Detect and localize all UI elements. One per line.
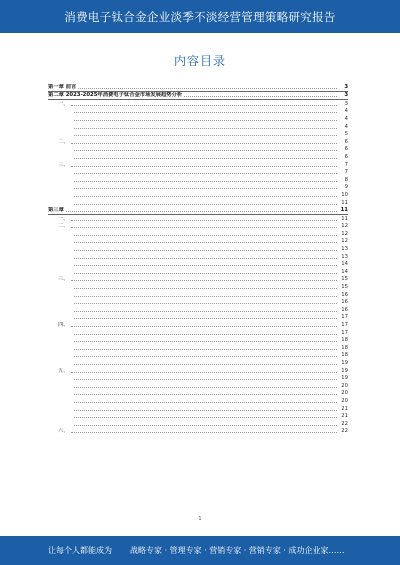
toc-entry-label: 三、	[58, 161, 69, 168]
toc-leader-dots	[74, 112, 337, 113]
toc-leader-dots	[74, 288, 337, 289]
toc-entry[interactable]	[48, 413, 348, 421]
toc-leader-dots	[74, 242, 337, 243]
toc-leader-dots	[74, 417, 337, 418]
toc-entry-page: 17	[341, 322, 348, 328]
toc-entry[interactable]	[48, 329, 348, 337]
toc-entry-label: 六、	[58, 428, 69, 435]
toc-leader-dots	[74, 188, 337, 189]
footer-slogan: 让每个人都能成为	[48, 546, 112, 555]
toc-leader-dots	[71, 280, 337, 281]
toc-entry-label: 二、	[58, 138, 69, 145]
toc-entry[interactable]	[48, 108, 348, 116]
toc-entry[interactable]	[48, 191, 348, 199]
toc-entry[interactable]	[48, 253, 348, 261]
toc-entry-page: 4	[344, 123, 348, 130]
toc-entry-page: 6	[344, 153, 348, 160]
toc-entry-page: 22	[341, 420, 348, 427]
toc-leader-dots	[74, 158, 337, 159]
toc-entry[interactable]	[48, 337, 348, 345]
toc-leader-dots	[71, 220, 337, 221]
toc-entry[interactable]	[48, 176, 348, 184]
toc-entry[interactable]	[48, 428, 348, 436]
toc-leader-dots	[184, 96, 337, 97]
toc-entry-page: 5	[344, 131, 348, 138]
toc-entry-page: 15	[341, 276, 348, 283]
toc-leader-dots	[74, 303, 337, 304]
toc-entry[interactable]	[48, 83, 348, 92]
toc-entry[interactable]	[48, 92, 348, 101]
toc-entry-page: 3	[344, 92, 348, 99]
toc-entry[interactable]	[48, 420, 348, 428]
toc-entry-page: 14	[341, 261, 348, 268]
toc-entry-page: 9	[344, 184, 348, 191]
toc-entry-page: 16	[341, 299, 348, 306]
toc-entry[interactable]	[48, 115, 348, 123]
toc-entry-page: 11	[341, 199, 348, 206]
toc-leader-dots	[78, 88, 337, 89]
toc-leader-dots	[74, 318, 337, 319]
toc-leader-dots	[74, 250, 337, 251]
toc-entry[interactable]	[48, 230, 348, 238]
table-of-contents	[48, 83, 348, 508]
toc-leader-dots	[74, 356, 337, 357]
toc-leader-dots	[74, 204, 337, 205]
toc-entry[interactable]	[48, 382, 348, 390]
toc-entry[interactable]	[48, 299, 348, 307]
toc-entry-label: 第三章	[48, 207, 64, 214]
toc-leader-dots	[71, 227, 337, 228]
toc-leader-dots	[74, 341, 337, 342]
toc-entry[interactable]	[48, 397, 348, 405]
toc-entry-page: 14	[341, 268, 348, 275]
toc-leader-dots	[71, 166, 337, 167]
toc-entry-page: 17	[341, 314, 348, 321]
toc-entry-label: 五、	[58, 367, 69, 374]
toc-entry[interactable]	[48, 261, 348, 269]
toc-entry-label: 二、	[58, 223, 69, 230]
toc-entry[interactable]	[48, 146, 348, 154]
toc-leader-dots	[71, 432, 337, 433]
toc-entry-page: 4	[344, 115, 348, 122]
toc-entry[interactable]	[48, 314, 348, 322]
report-footer-bar	[0, 536, 400, 565]
toc-entry[interactable]	[48, 352, 348, 360]
toc-entry-page: 7	[344, 169, 348, 176]
toc-entry-page: 3	[344, 83, 348, 90]
toc-leader-dots	[74, 379, 337, 380]
toc-leader-dots	[74, 273, 337, 274]
toc-entry-page: 4	[344, 108, 348, 115]
toc-entry[interactable]	[48, 207, 348, 216]
toc-entry[interactable]	[48, 291, 348, 299]
toc-leader-dots	[74, 410, 337, 411]
toc-entry-page: 12	[341, 230, 348, 237]
toc-entry-label: 一、	[58, 215, 69, 222]
toc-entry-page: 18	[341, 352, 348, 359]
toc-leader-dots	[66, 211, 337, 212]
toc-entry[interactable]	[48, 131, 348, 139]
toc-entry-page: 17	[341, 329, 348, 336]
toc-entry-page: 6	[344, 146, 348, 153]
toc-leader-dots	[74, 135, 337, 136]
toc-entry[interactable]	[48, 283, 348, 291]
toc-leader-dots	[74, 425, 337, 426]
toc-entry-page: 16	[341, 291, 348, 298]
toc-entry-page: 21	[341, 413, 348, 420]
toc-leader-dots	[74, 364, 337, 365]
toc-leader-dots	[74, 394, 337, 395]
toc-entry[interactable]	[48, 359, 348, 367]
toc-entry-page: 13	[341, 253, 348, 260]
toc-leader-dots	[74, 387, 337, 388]
toc-entry-page: 18	[341, 344, 348, 351]
toc-entry[interactable]	[48, 215, 348, 223]
toc-leader-dots	[71, 372, 337, 373]
toc-leader-dots	[74, 173, 337, 174]
toc-leader-dots	[71, 326, 337, 327]
toc-entry-label: 一、	[58, 100, 69, 107]
toc-entry-page: 11	[341, 215, 348, 222]
toc-leader-dots	[74, 150, 337, 151]
toc-entry-page: 18	[341, 337, 348, 344]
toc-entry[interactable]	[48, 184, 348, 192]
toc-entry-page: 12	[341, 223, 348, 230]
toc-entry[interactable]	[48, 199, 348, 207]
toc-leader-dots	[71, 143, 337, 144]
toc-leader-dots	[74, 120, 337, 121]
toc-leader-dots	[74, 311, 337, 312]
toc-entry[interactable]	[48, 268, 348, 276]
toc-entry[interactable]	[48, 123, 348, 131]
toc-entry[interactable]	[48, 100, 348, 108]
toc-leader-dots	[74, 402, 337, 403]
toc-entry-label: 三、	[58, 276, 69, 283]
toc-entry-page: 8	[344, 176, 348, 183]
toc-entry-page: 20	[341, 382, 348, 389]
toc-entry-page: 3	[344, 100, 348, 107]
toc-leader-dots	[74, 181, 337, 182]
toc-entry-page: 6	[344, 138, 348, 145]
toc-leader-dots	[74, 349, 337, 350]
toc-entry-page: 19	[341, 367, 348, 374]
toc-entry[interactable]	[48, 138, 348, 146]
toc-entry[interactable]	[48, 306, 348, 314]
toc-leader-dots	[74, 235, 337, 236]
toc-entry[interactable]	[48, 161, 348, 169]
toc-entry[interactable]	[48, 367, 348, 375]
toc-leader-dots	[74, 128, 337, 129]
toc-entry-label: 第二章 2023-2025年消费电子钛合金市场发展趋势分析	[48, 92, 183, 99]
toc-entry-page: 19	[341, 359, 348, 366]
footer-roles: 战略专家 · 管理专家 · 营销专家 · 营销专家 · 成功企业家……	[130, 546, 345, 555]
toc-entry[interactable]	[48, 405, 348, 413]
toc-entry[interactable]	[48, 153, 348, 161]
toc-entry[interactable]	[48, 276, 348, 284]
toc-entry-page: 7	[344, 161, 348, 168]
toc-entry[interactable]	[48, 223, 348, 231]
toc-entry-page: 19	[341, 375, 348, 382]
toc-entry[interactable]	[48, 245, 348, 253]
toc-leader-dots	[74, 334, 337, 335]
toc-entry[interactable]	[48, 321, 348, 329]
toc-entry-page: 16	[341, 306, 348, 313]
toc-heading: 内容目录	[173, 54, 226, 68]
page-number: 1	[198, 516, 202, 522]
toc-entry[interactable]	[48, 375, 348, 383]
report-header-bar	[0, 0, 400, 33]
toc-entry-page: 20	[341, 390, 348, 397]
toc-entry-page: 20	[341, 397, 348, 404]
toc-entry-page: 21	[341, 405, 348, 412]
toc-entry[interactable]	[48, 344, 348, 352]
toc-entry-page: 11	[340, 207, 348, 214]
toc-entry-page: 13	[341, 246, 348, 253]
toc-entry[interactable]	[48, 238, 348, 246]
toc-leader-dots	[74, 196, 337, 197]
toc-leader-dots	[71, 105, 337, 106]
toc-leader-dots	[74, 296, 337, 297]
toc-entry-label: 第一章 前言	[48, 83, 77, 90]
toc-entry[interactable]	[48, 390, 348, 398]
toc-entry[interactable]	[48, 169, 348, 177]
toc-entry-page: 12	[341, 238, 348, 245]
toc-entry-page: 10	[341, 191, 348, 198]
toc-leader-dots	[74, 265, 337, 266]
report-title: 消费电子钛合金企业淡季不淡经营管理策略研究报告	[64, 9, 336, 24]
toc-entry-page: 15	[341, 284, 348, 291]
toc-entry-label: 四、	[58, 322, 69, 328]
toc-leader-dots	[74, 258, 337, 259]
toc-entry-page: 22	[341, 428, 348, 435]
